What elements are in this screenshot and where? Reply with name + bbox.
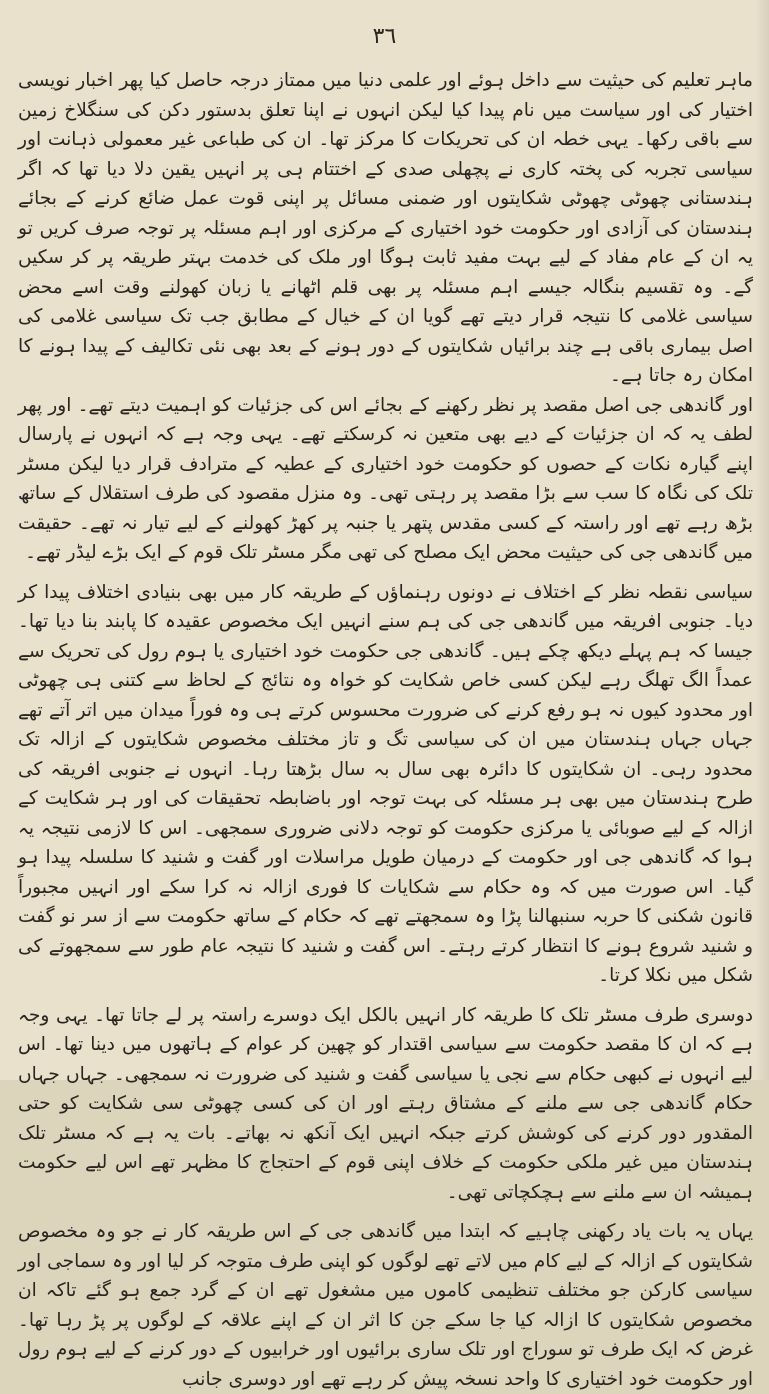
paragraph-1: ماہر تعلیم کی حیثیت سے داخل ہوئے اور علمی دنیا میں ممتاز درجہ حاصل کیا پھر اخبار نویسی اختیار کی اور سیاست میں نام پیدا کیا لیکن انہوں نے اپنا تعلق بدستور دکن کی سنگلاخ زمین سے باقی رکھا۔ یہی خطہ ان کی تحریکات کا مرکز تھا۔ ان کی طباعی غیر معمولی ذہانت اور سیاسی تجربہ کی پختہ کاری نے پچھلی صدی کے اختتام ہی پر انہیں یقین دلا دیا تھا کہ اگر ہندستانی چھوٹی چھوٹی شکایتوں اور ضمنی مسائل پر اپنی قوت عمل ضائع کرنے کے بجائے ہندستان کی آزادی اور حکومت خود اختیاری کے مرکزی اور اہم مسئلہ پر توجہ صرف کریں تو یہ ان کے عام مفاد کے لیے بہت مفید ثابت ہوگا اور ملک کی خدمت بہتر طریقہ پر کر سکیں گے۔ وہ تقسیم بنگالہ جیسے اہم مسئلہ پر بھی قلم اٹھانے یا زبان کھولنے وقت اسے محض سیاسی غلامی کا نتیجہ قرار دیتے تھے گویا ان کے خیال کے مطابق جب تک سیاسی غلامی کی اصل بیماری باقی ہے چند برائیاں شکایتوں کے دور ہونے کے بعد بھی نئی تکالیف کے پیدا ہونے کا امکان رہ جاتا ہے۔ [18,70,753,386]
page-number: ٣٦ [372,24,397,49]
paragraph-5: یہاں یہ بات یاد رکھنی چاہیے کہ ابتدا میں گاندھی جی کے اس طریقہ کار نے جو وہ مخصوص شکایتوں کے ازالہ کے لیے کام میں لاتے تھے لوگوں کو اپنی طرف متوجہ کر لیا اور وہ سماجی اور سیاسی کارکن جو مختلف تنظیمی کاموں میں مشغول تھے ان کے گرد جمع ہو گئے تاکہ ان مخصوص شکایتوں کا ازالہ کیا جا سکے جن کا اثر ان کے اپنے علاقہ کے لوگوں پر پڑ رہا تھا۔ غرض کہ ایک طرف تو سوراج اور تلک ساری برائیوں اور خرابیوں کے دور کرنے کے لیے ہوم رول اور حکومت خود اختیاری کا واحد نسخہ پیش کر رہے تھے اور دوسری جانب [18,1221,753,1390]
page-body [18,66,753,1394]
paragraph-3: سیاسی نقطہ نظر کے اختلاف نے دونوں رہنماؤں کے طریقہ کار میں بھی بنیادی اختلاف پیدا کر دیا۔ جنوبی افریقہ میں گاندھی جی کی ہم سنے انہیں ایک مخصوص عقیدہ کا پابند بنا دیا تھا۔ جیسا کہ ہم پہلے دیکھ چکے ہیں۔ گاندھی جی حکومت خود اختیاری یا ہوم رول کی تحریک سے عمداً الگ تھلگ رہے لیکن کسی خاص شکایت کو خواہ وہ نتائج کے لحاظ سے کتنی ہی چھوٹی اور محدود کیوں نہ ہو رفع کرنے کی ضرورت محسوس کرتے ہی وہ فوراً میدان میں اتر آتے تھے جہاں جہاں ہندستان میں ان کی سیاسی تگ و تاز مختلف مخصوص شکایتوں کے ازالہ تک محدود رہی۔ ان شکایتوں کا دائرہ بھی سال بہ سال بڑھتا رہا۔ انہوں نے جنوبی افریقہ کی طرح ہندستان میں بھی ہر مسئلہ کی بہت توجہ اور باضابطہ تحقیقات کی اور ہر شکایت کے ازالہ کے لیے صوبائی یا مرکزی حکومت کو توجہ دلانی ضروری سمجھی۔ اس کا لازمی نتیجہ یہ ہوا کہ گاندھی جی اور حکومت کے درمیان طویل مراسلات اور گفت و شنید کا سلسلہ پیدا ہو گیا۔ اس صورت میں کہ وہ حکام سے شکایات کا فوری ازالہ نہ کرا سکے اور انہیں مجبوراً قانون شکنی کا حربہ سنبھالنا پڑا وہ سمجھتے تھے کہ حکام کے ساتھ حکومت سے از سر نو گفت و شنید شروع ہونے کا انتظار کرتے رہتے۔ اس گفت و شنید کا نتیجہ عام طور سے سمجھوتے کی شکل میں نکلا کرتا۔ [18,581,753,986]
paragraph-2: اور گاندھی جی اصل مقصد پر نظر رکھنے کے بجائے اس کی جزئیات کو اہمیت دیتے تھے۔ اور پھر لطف یہ کہ ان جزئیات کے دیے بھی متعین نہ کرسکتے تھے۔ یہی وجہ ہے کہ انہوں نے پارسال اپنے گیارہ نکات کے حصوں کو حکومت خود اختیاری کے عطیہ کے مترادف قرار دیا لیکن مسٹر تلک کی نگاہ کا سب سے بڑا مقصد پر رہتی تھی۔ وہ منزل مقصود کی طرف استقلال کے ساتھ بڑھ رہے تھے اور راستہ کے کسی مقدس پتھر یا جنبہ پر کھڑ کھولنے کے لیے تیار نہ تھے۔ حقیقت میں گاندھی جی کی حیثیت محض ایک مصلح کی تھی مگر مسٹر تلک قوم کے ایک بڑے لیڈر تھے۔ [18,394,753,563]
paragraph-4: دوسری طرف مسٹر تلک کا طریقہ کار انہیں بالکل ایک دوسرے راستہ پر لے جاتا تھا۔ یہی وجہ ہے کہ ان کا مقصد حکومت سے سیاسی اقتدار کو چھین کر عوام کے ہاتھوں میں دینا تھا۔ اس لیے انہوں نے کبھی حکام سے نجی یا سیاسی گفت و شنید کی ضرورت نہ سمجھی۔ جہاں جہاں حکام گاندھی جی سے ملنے کے مشتاق رہتے اور ان کی کسی چھوٹی سی شکایت کو حتی المقدور دور کرنے کی کوشش کرتے جبکہ انہیں ایک آنکھ نہ بھاتے۔ بات یہ ہے کہ مسٹر تلک ہندستان میں غیر ملکی حکومت کے خلاف اپنی قوم کے احتجاج کا مظہر تھے اس لیے حکومت ہمیشہ ان سے ملنے سے ہچکچاتی تھی۔ [18,1004,753,1203]
page-edge-shadow [755,0,769,1080]
